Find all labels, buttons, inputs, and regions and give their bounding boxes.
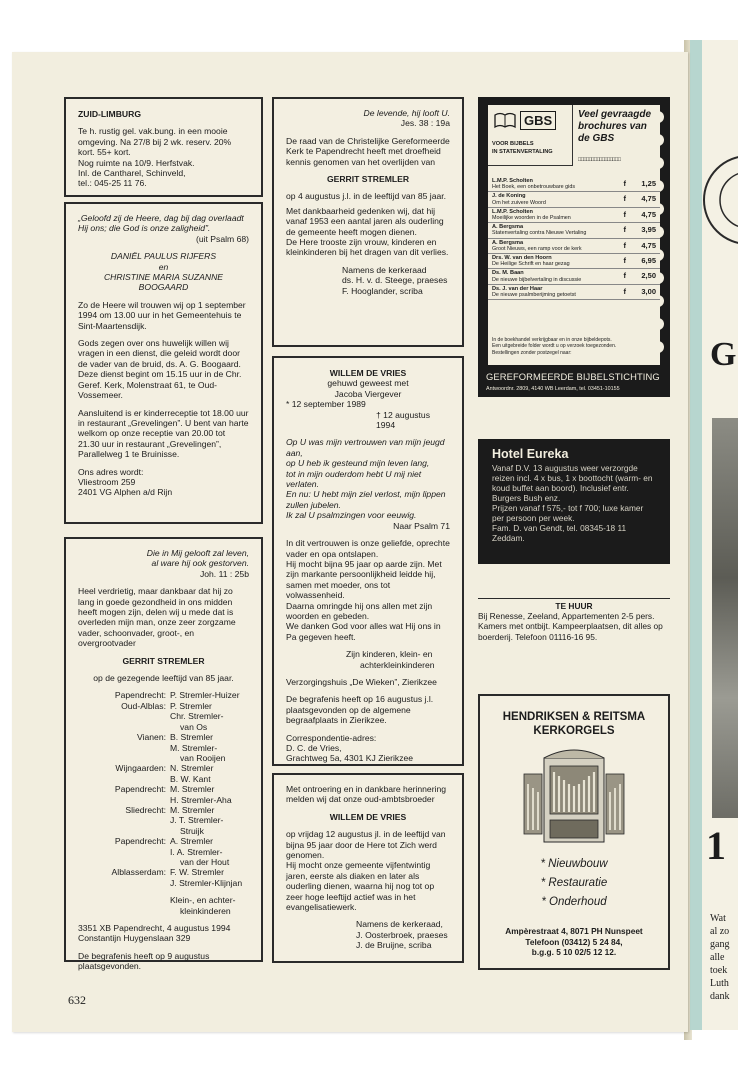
list-item: Ds. M. Baan De nieuwe bijbelvertaling in discussie f 2,50 xyxy=(488,269,660,284)
obituary-stremler-family: Die in Mij gelooft zal leven, al ware hij ook gestorven. Joh. 11 : 25b Heel verdrietig, maar dankbaar dat hij zo lang in goede gezondheid in ons midden heeft mogen zijn, delen wij u mede dat is overleden mijn man, onze zeer zorgzame vader, schoonvader, groot-, en overgrootvader GERRIT STREMLER op de gezegende leeftijd van 85 jaar. Papendrecht: P. Stremler-Huizer Oud-Alblas: P. Stremler Chr. Stremler- van Os Vianen: B. Stremler M. Stremler- van Rooijen Wijngaarden: N. Stremler B. W. Kant Papendrecht: M. Stremler H. Stremler-Aha Sliedrecht: M. Stremler J. T. Stremler- Struijk Papendrecht: A. Stremler I. A. Stremler- van der Hout Alblasserdam: F. W. Stremler J. Stremler-Klijnjan Klein-, en achter- kleinkinderen 3351 XB Papendrecht, 4 augustus 1994 Constantijn Huygenslaan 329 De begrafenis heeft op 9 augustus plaatsgevonden. xyxy=(64,537,263,962)
ad-hotel-eureka: Hotel Eureka Vanaf D.V. 13 augustus weer verzorgde reizen incl. 4 x bus, 1 x boottocht (warm- en koud buffet aan boord). Inclusief entr. Burgers Bush enz. Prijzen vanaf f 575,- tot f 700; luxe kamer per persoon per week. Fam. D. van Gendt, tel. 08345-18 11 Zeddam. xyxy=(478,439,670,564)
ad-title: ZUID-LIMBURG xyxy=(78,109,142,119)
ad-gbs-brochures: GBS VOOR BIJBELS IN STATENVERTALING Veel gevraagde brochures van de GBS □□□□□□□□□□□□□□□□ L.M.P. Scholten Het Boek, een onbetrouwbare gids f 1,25 J. de Koning Om het zuivere Woord f 4,75 L.M.P. Scholten Moeilijke woorden in de Psalmen f 4,75 A. Bergsma Statenvertaling contra Nieuwe Vertaling f 3,95 A. Bergsma Groot Nieuws, een ramp voor de kerk f 4,75 Drs. W. van den Hoorn De Heilige Schrift en haar gezag f 6,95 Ds. M. Baan De nieuwe bijbelvertaling in discussie f 2,50 Ds. J. van der Haar De nieuwe psalmberijming getoetst f 3,00 In de boekhandel verkrijgbaar en in onze bijbeldepots. Een uitgebreide folder wordt u op verzoek toegezonden. Bestellingen zonder postzegel naar: GEREFORMEERDE BIJBELSTICHTING Antwoordnr. 2809, 4140 WB Leerdam, tel. 03451-10155 xyxy=(478,97,670,397)
list-item: L.M.P. Scholten Moeilijke woorden in de Psalmen f 4,75 xyxy=(488,208,660,223)
list-item: L.M.P. Scholten Het Boek, een onbetrouwbare gids f 1,25 xyxy=(488,177,660,192)
next-page-letter: G xyxy=(710,336,737,373)
gbs-org-name: GEREFORMEERDE BIJBELSTICHTING xyxy=(486,371,660,382)
deceased-name: WILLEM DE VRIES xyxy=(329,368,407,378)
company-address: Ampèrestraat 4, 8071 PH Nunspeet Telefoon (03412) 5 24 84, b.g.g. 5 10 02/5 12 12. xyxy=(505,926,643,957)
obituary-de-vries-family: WILLEM DE VRIES gehuwd geweest met Jacoba Viergever * 12 september 1989 † 12 augustus 1994 Op U was mijn vertrouwen van mijn jeugd aan, op U heb ik gesteund mijn leven lang, tot in mijn ouderdom hebt U mij niet verlaten. En nu: U hebt mijn ziel verlost, mijn lippen zullen jubelen. Ik zal U psalmzingen voor eeuwig. Naar Psalm 71 In dit vertrouwen is onze geliefde, oprechte vader en opa ontslapen. Hij mocht bijna 95 jaar op aarde zijn. Met zijn markante persoonlijkheid leidde hij, samen met moeder, ons tot volwassenheid. Daarna omringde hij ons allen met zijn woorden en gebeden. We danken God voor alles wat Hij ons in Pa gegeven heeft. Zijn kinderen, klein- en achterkleinkinderen Verzorgingshuis „De Wieken”, Zierikzee De begrafenis heeft op 16 augustus j.l. plaatsgevonden op de algemene begraafplaats in Zierikzee. Correspondentie-adres: D. C. de Vries, Grachtweg 5a, 4301 KJ Zierikzee xyxy=(272,356,464,766)
ad-kerkorgels: HENDRIKSEN & REITSMA KERKORGELS * Nieuwbouw * Restauratie * Onderhoud Ampèrestraat 4, 8071 PH Nunspeet Telefoon (03412) 5 24 84, b.g.g. 5 10 02/5 12 12. xyxy=(478,694,670,970)
list-item: A. Bergsma Groot Nieuws, een ramp voor de kerk f 4,75 xyxy=(488,239,660,254)
list-item: Ds. J. van der Haar De nieuwe psalmberijming getoetst f 3,00 xyxy=(488,285,660,300)
list-item: J. de Koning Om het zuivere Woord f 4,75 xyxy=(488,192,660,207)
deceased-name: WILLEM DE VRIES xyxy=(329,811,407,822)
bible-quote: „Geloofd zij de Heere, dag bij dag overlaadt Hij ons; die God is onze zaligheid”. xyxy=(78,213,244,234)
gbs-squares: □□□□□□□□□□□□□□□□ xyxy=(578,157,620,163)
bible-logo-icon xyxy=(494,111,516,129)
next-page-photo xyxy=(712,418,738,818)
next-page-edge xyxy=(690,40,738,1030)
ad-te-huur: TE HUUR Bij Renesse, Zeeland, Appartementen 2-5 pers. Kamers met ontbijt. Kampeerplaatsen, dit alles op boerderij. Telefoon 01116-16 95. xyxy=(478,598,670,657)
ad-zuid-limburg: ZUID-LIMBURG Te h. rustig gel. vak.bung. in een mooie omgeving. Na 27/8 bij 2 wk. reserv. 20% kort. 55+ kort. Nog ruimte na 10/9. Herfstvak. Inl. de Cantharel, Schinveld, tel.: 045-25 11 76. xyxy=(64,97,263,197)
wedding-announcement: „Geloofd zij de Heere, dag bij dag overlaadt Hij ons; die God is onze zaligheid”. (uit Psalm 68) DANIËL PAULUS RIJFERS en CHRISTINE MARIA SUZANNE BOOGAARD Zo de Heere wil trouwen wij op 1 september 1994 om 13.00 uur in het Gemeentehuis te Sint-Maartensdijk. Gods zegen over ons huwelijk willen wij vragen in een dienst, die geleid wordt door de vader van de bruid, ds. A. G. Boogaard. Deze dienst begint om 15.15 uur in de Chr. Geref. Kerk, Molenstraat 61, te Oud-Vossemeer. Aansluitend is er kinderreceptie tot 18.00 uur in restaurant „Grevelingen”. U bent van harte welkom op onze receptie van 20.00 tot 21.30 uur in restaurant „Grevelingen”, Parallelweg 1 te Bruinisse. Ons adres wordt: Vliestroom 259 2401 VG Alphen a/d Rijn xyxy=(64,202,263,524)
list-item: Drs. W. van den Hoorn De Heilige Schrift en haar gezag f 6,95 xyxy=(488,254,660,269)
gbs-headline: Veel gevraagde brochures van de GBS xyxy=(578,109,652,144)
organ-illustration xyxy=(514,744,634,844)
obituary-stremler-council: De levende, hij looft U. Jes. 38 : 19a De raad van de Christelijke Gereformeerde Kerk te Papendrecht heeft met droefheid kennis genomen van het overlijden van GERRIT STREMLER op 4 augustus j.l. in de leeftijd van 85 jaar. Met dankbaarheid gedenken wij, dat hij vanaf 1953 een aantal jaren als ouderling de gemeente heeft mogen dienen. De Here trooste zijn vrouw, kinderen en kleinkinderen bij het dragen van dit verlies. Namens de kerkeraad ds. H. v. d. Steege, praeses F. Hooglander, scriba xyxy=(272,97,464,347)
company-name: HENDRIKSEN & REITSMA xyxy=(502,711,646,723)
deceased-name: GERRIT STREMLER xyxy=(326,174,410,185)
page-number: 632 xyxy=(68,993,86,1007)
service-list: * Nieuwbouw * Restauratie * Onderhoud xyxy=(540,858,608,908)
bride-name: CHRISTINE MARIA SUZANNE BOOGAARD xyxy=(103,272,224,293)
next-page-number: 1 xyxy=(706,823,726,868)
gbs-logo: GBS xyxy=(520,111,556,130)
family-list: Papendrecht: P. Stremler-Huizer Oud-Alblas: P. Stremler Chr. Stremler- van Os Vianen: B. Stremler M. Stremler- van Rooijen Wijngaarden: N. Stremler B. W. Kant Papendrecht: M. Stremler H. Stremler-Aha Sliedrecht: M. Stremler J. T. Stremler- Struijk Papendrecht: A. Stremler I. A. Stremler- van der Hout Alblasserdam: F. W. Stremler J. Stremler-Klijnjan xyxy=(111,690,243,888)
groom-name: DANIËL PAULUS RIJFERS xyxy=(110,251,217,262)
obituary-de-vries-council: Met ontroering en in dankbare herinnering melden wij dat onze oud-ambtsbroeder WILLEM DE VRIES op vrijdag 12 augustus jl. in de leeftijd van bijna 95 jaar door de Here tot Zich werd genomen. Hij mocht onze gemeente vijfentwintig jaren, eerste als diaken en later als ouderling dienen, waarna hij nog tot op zeer hoge leeftijd actief was in het evangelisatiewerk. Namens de kerkeraad, J. Oosterbroek, praeses J. de Bruijne, scriba xyxy=(272,773,464,963)
hotel-title: Hotel Eureka xyxy=(492,447,569,461)
ad-title: TE HUUR xyxy=(555,601,593,611)
gbs-book-list xyxy=(488,177,660,300)
deceased-name: GERRIT STREMLER xyxy=(122,655,205,666)
list-item: A. Bergsma Statenvertaling contra Nieuwe Vertaling f 3,95 xyxy=(488,223,660,238)
next-page-text: Wat al zo gang alle toek Luth dank xyxy=(710,913,730,1002)
seal-icon xyxy=(690,40,738,260)
